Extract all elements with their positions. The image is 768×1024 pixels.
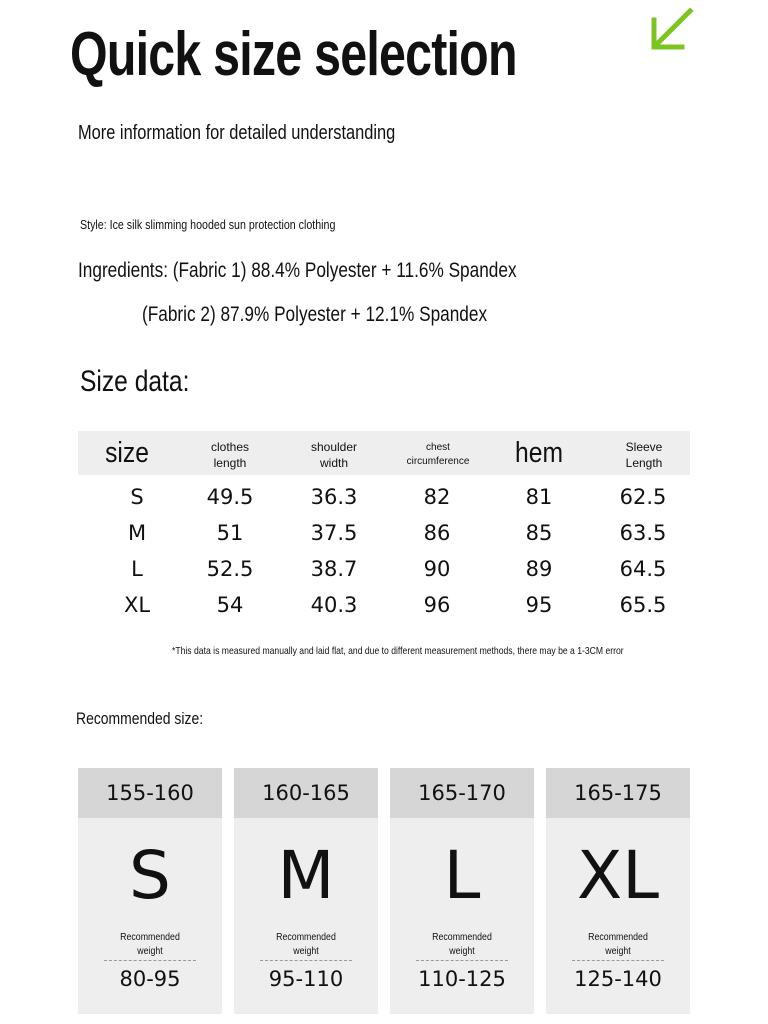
table-cell: M	[127, 521, 147, 545]
ingredients-line-1: Ingredients: (Fabric 1) 88.4% Polyester + 11.6% Spandex	[78, 259, 517, 282]
table-cell: 65.5	[619, 593, 667, 617]
card-size-letter: M	[277, 837, 335, 914]
table-row	[78, 557, 690, 593]
card-weight-range: 80-95	[119, 967, 181, 991]
column-header-sleeve-length: Sleeve Length	[625, 440, 663, 470]
card-divider	[572, 960, 664, 961]
size-card-xl	[546, 768, 690, 1014]
card-weight-range: 110-125	[418, 967, 506, 991]
table-cell: 36.3	[310, 485, 358, 509]
table-cell: 95	[525, 593, 553, 617]
page-title: Quick size selection	[70, 20, 517, 89]
table-cell: 37.5	[310, 521, 358, 545]
card-weight-range: 95-110	[268, 967, 344, 991]
size-data-heading: Size data:	[80, 365, 190, 398]
column-header-chest-circumference: chest circumference	[406, 442, 470, 467]
table-cell: XL	[123, 593, 151, 617]
table-cell: 81	[525, 485, 553, 509]
table-cell: 85	[525, 521, 553, 545]
table-cell: 40.3	[310, 593, 358, 617]
measurement-note: *This data is measured manually and laid flat, and due to different measurement methods, there may be a 1-3CM error	[172, 645, 624, 657]
table-cell: 89	[525, 557, 553, 581]
table-row	[78, 485, 690, 521]
table-cell: 90	[423, 557, 451, 581]
card-height-range: 165-175	[546, 768, 690, 818]
card-weight-label: Recommended weight	[432, 932, 492, 957]
card-weight-label: Recommended weight	[588, 932, 648, 957]
card-weight-label: Recommended weight	[120, 932, 180, 957]
column-header-size: size	[105, 437, 149, 469]
column-header-shoulder-width: shoulder width	[310, 440, 358, 470]
table-row	[78, 521, 690, 557]
product-style: Style: Ice silk slimming hooded sun protection clothing	[80, 217, 336, 232]
table-cell: 96	[423, 593, 451, 617]
card-height-range: 160-165	[234, 768, 378, 818]
column-header-hem: hem	[515, 437, 563, 469]
size-card-s	[78, 768, 222, 1014]
card-divider	[104, 960, 196, 961]
card-size-letter: S	[129, 837, 171, 914]
card-divider	[260, 960, 352, 961]
size-card-m	[234, 768, 378, 1014]
card-weight-label: Recommended weight	[276, 932, 336, 957]
column-header-clothes-length: clothes length	[210, 440, 250, 470]
table-cell: 86	[423, 521, 451, 545]
size-card-l	[390, 768, 534, 1014]
card-size-letter: L	[443, 837, 481, 914]
table-cell: 52.5	[206, 557, 254, 581]
ingredients-line-2: (Fabric 2) 87.9% Polyester + 12.1% Spandex	[142, 303, 488, 326]
card-size-letter: XL	[577, 837, 659, 914]
table-cell: 64.5	[619, 557, 667, 581]
table-cell: 38.7	[310, 557, 358, 581]
table-cell: 63.5	[619, 521, 667, 545]
table-cell: 54	[216, 593, 244, 617]
subtitle: More information for detailed understanding	[78, 122, 396, 144]
recommended-size-heading: Recommended size:	[76, 709, 204, 728]
arrow-down-left-icon	[648, 8, 694, 50]
table-cell: S	[130, 485, 144, 509]
table-cell: 62.5	[619, 485, 667, 509]
table-cell: 51	[216, 521, 244, 545]
table-row	[78, 593, 690, 629]
table-cell: L	[131, 557, 143, 581]
card-height-range: 165-170	[390, 768, 534, 818]
table-cell: 49.5	[206, 485, 254, 509]
card-height-range: 155-160	[78, 768, 222, 818]
card-divider	[416, 960, 508, 961]
size-table-header	[78, 431, 690, 475]
card-weight-range: 125-140	[574, 967, 662, 991]
table-cell: 82	[423, 485, 451, 509]
